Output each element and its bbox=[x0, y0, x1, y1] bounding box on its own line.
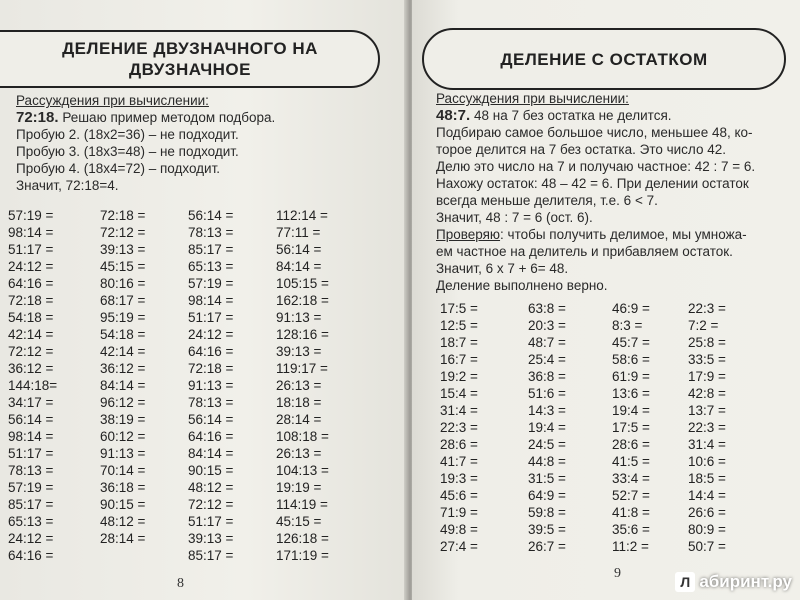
exercise-item: 54:18 = bbox=[8, 310, 54, 325]
exercise-item: 72:18 = bbox=[100, 208, 146, 223]
exercise-item: 24:12 = bbox=[188, 327, 234, 342]
exercise-item: 26:13 = bbox=[276, 446, 322, 461]
exercise-column-3 bbox=[188, 207, 233, 564]
page-title-left: ДЕЛЕНИЕ ДВУЗНАЧНОГО НА ДВУЗНАЧНОЕ bbox=[0, 30, 380, 88]
exercise-item: 41:5 = bbox=[612, 454, 650, 469]
exercise-item: 84:14 = bbox=[188, 446, 234, 461]
exercise-item: 26:7 = bbox=[528, 539, 566, 554]
exercise-item: 64:16 = bbox=[8, 548, 54, 563]
exercise-item: 98:14 = bbox=[188, 293, 234, 308]
exercise-item: 45:15 = bbox=[100, 259, 146, 274]
exercise-item: 24:5 = bbox=[528, 437, 566, 452]
exercise-item: 84:14 = bbox=[100, 378, 146, 393]
exercise-item: 48:12 = bbox=[100, 514, 146, 529]
exercise-item: 78:13 = bbox=[188, 395, 234, 410]
exercise-item: 84:14 = bbox=[276, 259, 322, 274]
exercise-column-2 bbox=[528, 300, 566, 555]
labirint-logo-icon: Л bbox=[675, 572, 695, 592]
exercise-item: 56:14 = bbox=[276, 242, 322, 257]
explanation-line: Пробую 4. (18х4=72) – подходит. bbox=[16, 161, 221, 176]
exercise-item: 80:9 = bbox=[688, 522, 726, 537]
exercise-item: 13:7 = bbox=[688, 403, 726, 418]
exercise-item: 56:14 = bbox=[8, 412, 54, 427]
exercise-item: 41:8 = bbox=[612, 505, 650, 520]
exercise-item: 26:6 = bbox=[688, 505, 726, 520]
exercise-item: 41:7 = bbox=[440, 454, 478, 469]
exercise-item: 19:3 = bbox=[440, 471, 478, 486]
exercise-item: 24:12 = bbox=[8, 259, 54, 274]
reasoning-label: Рассуждения при вычислении: bbox=[436, 91, 629, 106]
exercise-item: 60:12 = bbox=[100, 429, 146, 444]
exercise-item: 96:12 = bbox=[100, 395, 146, 410]
exercise-item: 10:6 = bbox=[688, 454, 726, 469]
exercise-item: 22:3 = bbox=[688, 301, 726, 316]
exercise-item: 56:14 = bbox=[188, 208, 234, 223]
exercise-item: 31:4 = bbox=[440, 403, 478, 418]
explanation-line: всегда меньше делителя, т.е. 6 < 7. bbox=[436, 193, 658, 208]
explanation-line: ем частное на делитель и прибавляем остаток. bbox=[436, 244, 733, 259]
exercise-item: 34:17 = bbox=[8, 395, 54, 410]
exercise-item: 54:18 = bbox=[100, 327, 146, 342]
exercise-item: 64:9 = bbox=[528, 488, 566, 503]
exercise-column-2 bbox=[100, 207, 145, 547]
exercise-item: 18:7 = bbox=[440, 335, 478, 350]
exercise-item: 36:18 = bbox=[100, 480, 146, 495]
exercise-item: 78:13 = bbox=[8, 463, 54, 478]
exercise-item: 90:15 = bbox=[100, 497, 146, 512]
exercise-item: 91:13 = bbox=[276, 310, 322, 325]
exercise-item: 78:13 = bbox=[188, 225, 234, 240]
exercise-item: 59:8 = bbox=[528, 505, 566, 520]
exercise-item: 36:8 = bbox=[528, 369, 566, 384]
exercise-item: 57:19 = bbox=[8, 480, 54, 495]
exercise-item: 80:16 = bbox=[100, 276, 146, 291]
exercise-item: 24:12 = bbox=[8, 531, 54, 546]
exercise-item: 90:15 = bbox=[188, 463, 234, 478]
exercise-item: 18:18 = bbox=[276, 395, 322, 410]
exercise-item: 85:17 = bbox=[8, 497, 54, 512]
exercise-item: 85:17 = bbox=[188, 242, 234, 257]
exercise-item: 72:18 = bbox=[8, 293, 54, 308]
exercise-item: 42:8 = bbox=[688, 386, 726, 401]
exercise-item: 36:12 = bbox=[8, 361, 54, 376]
page-number-left: 8 bbox=[177, 576, 184, 591]
watermark bbox=[675, 572, 792, 592]
example-bold: 72:18. bbox=[16, 109, 59, 126]
explanation-line: Значит, 72:18=4. bbox=[16, 178, 119, 193]
exercise-item: 104:13 = bbox=[276, 463, 329, 478]
exercise-item: 119:17 = bbox=[276, 361, 328, 376]
exercise-item: 14:3 = bbox=[528, 403, 566, 418]
exercise-item: 64:16 = bbox=[8, 276, 54, 291]
exercise-item: 48:12 = bbox=[188, 480, 234, 495]
exercise-item: 17:5 = bbox=[612, 420, 650, 435]
check-text: : чтобы получить делимое, мы умножа- bbox=[500, 227, 747, 242]
right-explanation bbox=[436, 90, 755, 294]
exercise-item: 126:18 = bbox=[276, 531, 329, 546]
explanation-line: Значит, 6 х 7 + 6= 48. bbox=[436, 261, 569, 276]
page-number-right: 9 bbox=[614, 566, 621, 581]
exercise-item: 64:16 = bbox=[188, 429, 234, 444]
example-text: Решаю пример методом подбора. bbox=[62, 110, 276, 125]
exercise-item: 105:15 = bbox=[276, 276, 329, 291]
exercise-item: 45:7 = bbox=[612, 335, 650, 350]
exercise-column-1 bbox=[8, 207, 57, 564]
exercise-item: 46:9 = bbox=[612, 301, 650, 316]
exercise-item: 58:6 = bbox=[612, 352, 650, 367]
exercise-item: 72:12 = bbox=[100, 225, 146, 240]
exercise-item: 22:3 = bbox=[440, 420, 478, 435]
exercise-item: 14:4 = bbox=[688, 488, 726, 503]
exercise-item: 31:5 = bbox=[528, 471, 566, 486]
exercise-item: 28:6 = bbox=[612, 437, 650, 452]
exercise-item: 61:9 = bbox=[612, 369, 650, 384]
exercise-item: 42:14 = bbox=[8, 327, 54, 342]
explanation-line: Делю это число на 7 и получаю частное: 42 : 7 = 6. bbox=[436, 159, 756, 174]
watermark-text: абиринт.ру bbox=[699, 572, 792, 591]
exercise-item: 144:18= bbox=[8, 378, 58, 393]
reasoning-label: Рассуждения при вычислении: bbox=[16, 93, 209, 108]
exercise-item: 33:4 = bbox=[612, 471, 650, 486]
exercise-item: 72:18 = bbox=[188, 361, 234, 376]
exercise-item: 49:8 = bbox=[440, 522, 478, 537]
exercise-item: 56:14 = bbox=[188, 412, 234, 427]
exercise-column-1 bbox=[440, 300, 478, 555]
exercise-item: 17:9 = bbox=[688, 369, 726, 384]
exercise-item: 26:13 = bbox=[276, 378, 322, 393]
exercise-item: 39:13 = bbox=[100, 242, 146, 257]
exercise-item: 51:17 = bbox=[188, 310, 234, 325]
check-label: Проверяю bbox=[436, 227, 501, 242]
exercise-item: 22:3 = bbox=[688, 420, 726, 435]
explanation-line: Подбираю самое большое число, меньшее 48, ко- bbox=[436, 125, 753, 140]
explanation-line: Деление выполнено верно. bbox=[436, 278, 608, 293]
exercise-item: 17:5 = bbox=[440, 301, 478, 316]
exercise-item: 19:4 = bbox=[612, 403, 650, 418]
exercise-item: 114:19 = bbox=[276, 497, 328, 512]
exercise-column-4 bbox=[688, 300, 726, 555]
exercise-item: 33:5 = bbox=[688, 352, 726, 367]
exercise-item: 71:9 = bbox=[440, 505, 478, 520]
exercise-item: 65:13 = bbox=[188, 259, 234, 274]
exercise-item: 16:7 = bbox=[440, 352, 478, 367]
exercise-item: 52:7 = bbox=[612, 488, 650, 503]
exercise-item: 91:13 = bbox=[188, 378, 234, 393]
exercise-item: 51:17 = bbox=[8, 242, 54, 257]
exercise-item: 65:13 = bbox=[8, 514, 54, 529]
exercise-item: 63:8 = bbox=[528, 301, 566, 316]
exercise-item: 45:15 = bbox=[276, 514, 322, 529]
exercise-item: 11:2 = bbox=[612, 539, 649, 554]
exercise-item: 57:19 = bbox=[8, 208, 54, 223]
exercise-item: 112:14 = bbox=[276, 208, 328, 223]
exercise-item: 70:14 = bbox=[100, 463, 146, 478]
exercise-item: 68:17 = bbox=[100, 293, 146, 308]
exercise-item: 95:19 = bbox=[100, 310, 146, 325]
exercise-item: 25:4 = bbox=[528, 352, 566, 367]
exercise-item: 7:2 = bbox=[688, 318, 719, 333]
exercise-item: 162:18 = bbox=[276, 293, 329, 308]
exercise-item: 85:17 = bbox=[188, 548, 234, 563]
exercise-item: 39:13 = bbox=[276, 344, 322, 359]
exercise-item: 31:4 = bbox=[688, 437, 726, 452]
exercise-item: 51:17 = bbox=[188, 514, 234, 529]
exercise-item: 35:6 = bbox=[612, 522, 650, 537]
exercise-item: 64:16 = bbox=[188, 344, 234, 359]
exercise-item: 19:2 = bbox=[440, 369, 478, 384]
exercise-item: 19:4 = bbox=[528, 420, 566, 435]
exercise-item: 20:3 = bbox=[528, 318, 566, 333]
exercise-item: 38:19 = bbox=[100, 412, 146, 427]
exercise-item: 42:14 = bbox=[100, 344, 146, 359]
exercise-item: 98:14 = bbox=[8, 225, 54, 240]
right-page bbox=[412, 0, 800, 600]
exercise-item: 50:7 = bbox=[688, 539, 726, 554]
page-title-right: ДЕЛЕНИЕ С ОСТАТКОМ bbox=[422, 28, 786, 90]
exercise-item: 91:13 = bbox=[100, 446, 146, 461]
example-bold: 48:7. bbox=[436, 107, 471, 124]
exercise-item: 15:4 = bbox=[440, 386, 478, 401]
exercise-item: 171:19 = bbox=[276, 548, 329, 563]
exercise-item: 44:8 = bbox=[528, 454, 566, 469]
exercise-item: 45:6 = bbox=[440, 488, 478, 503]
exercise-item: 39:13 = bbox=[188, 531, 234, 546]
exercise-item: 128:16 = bbox=[276, 327, 329, 342]
explanation-line: Нахожу остаток: 48 – 42 = 6. При делении остаток bbox=[436, 176, 749, 191]
exercise-item: 77:11 = bbox=[276, 225, 321, 240]
explanation-line: торое делится на 7 без остатка. Это число 42. bbox=[436, 142, 726, 157]
exercise-item: 51:6 = bbox=[528, 386, 566, 401]
exercise-item: 28:14 = bbox=[100, 531, 146, 546]
explanation-line: Значит, 48 : 7 = 6 (ост. 6). bbox=[436, 210, 593, 225]
explanation-line: Пробую 3. (18х3=48) – не подходит. bbox=[16, 144, 239, 159]
exercise-item: 19:19 = bbox=[276, 480, 322, 495]
exercise-item: 28:14 = bbox=[276, 412, 322, 427]
exercise-item: 72:12 = bbox=[188, 497, 234, 512]
exercise-column-3 bbox=[612, 300, 650, 555]
exercise-column-4 bbox=[276, 207, 329, 564]
exercise-item: 8:3 = bbox=[612, 318, 643, 333]
exercise-item: 13:6 = bbox=[612, 386, 650, 401]
exercise-item: 98:14 = bbox=[8, 429, 54, 444]
left-explanation bbox=[16, 92, 275, 194]
exercise-item: 108:18 = bbox=[276, 429, 329, 444]
exercise-item: 39:5 = bbox=[528, 522, 566, 537]
exercise-item: 25:8 = bbox=[688, 335, 726, 350]
exercise-item: 72:12 = bbox=[8, 344, 54, 359]
exercise-item: 36:12 = bbox=[100, 361, 146, 376]
explanation-line: Пробую 2. (18х2=36) – не подходит. bbox=[16, 127, 239, 142]
exercise-item: 48:7 = bbox=[528, 335, 566, 350]
exercise-item: 27:4 = bbox=[440, 539, 478, 554]
exercise-item: 18:5 = bbox=[688, 471, 726, 486]
exercise-item: 57:19 = bbox=[188, 276, 234, 291]
exercise-item: 51:17 = bbox=[8, 446, 54, 461]
example-text: 48 на 7 без остатка не делится. bbox=[473, 108, 672, 123]
exercise-item: 28:6 = bbox=[440, 437, 478, 452]
exercise-item: 12:5 = bbox=[440, 318, 478, 333]
